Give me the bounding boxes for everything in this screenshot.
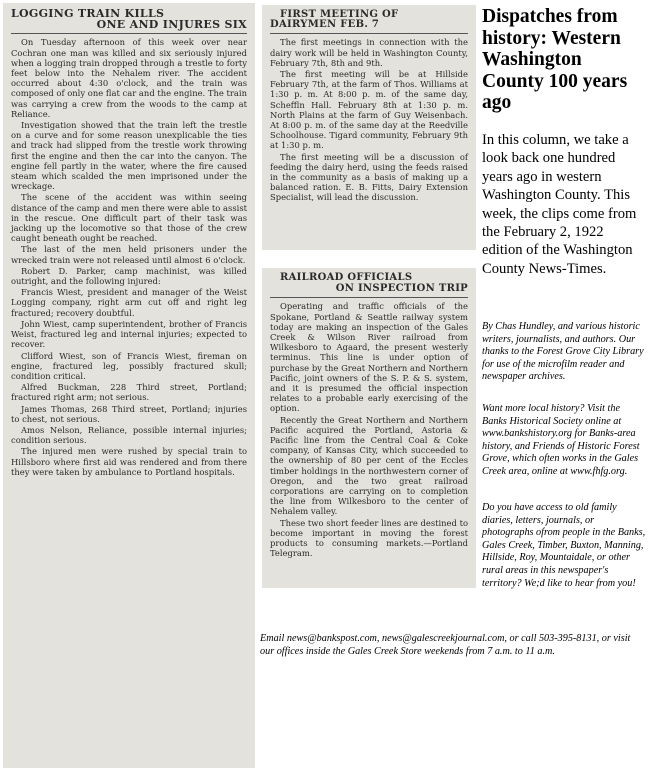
clip-paragraph: Amos Nelson, Reliance, possible internal injuries; condition serious.: [11, 424, 247, 446]
clip-headline-line1: LOGGING TRAIN KILLS: [11, 7, 165, 20]
clip-railroad-officials: [262, 268, 476, 588]
clip-logging-train: [3, 3, 255, 768]
clip-headline-line1: RAILROAD OFFICIALS: [280, 272, 413, 283]
contact-info: Email news@bankspost.com, news@galescreekjournal.com, or call 503-395-8131, or visit our offices inside the Gales Creek Store weekends from 7 a.m. to 11 a.m.: [260, 633, 631, 657]
clip-paragraph: Investigation showed that the train left the trestle on a curve and for some reason unexplicable the ties and track had slipped from the trestle work throwing first the engine and then the car into the canyon. The engine fell partly in the water, where the fire caused steam which scalded the men imprisoned under the wreckage.: [11, 120, 247, 192]
clip-paragraph: Alfred Buckman, 228 Third street, Portland; fractured right arm; not serious.: [11, 382, 247, 403]
clip-paragraph: James Thomas, 268 Third street, Portland; injuries to chest, not serious.: [11, 403, 247, 424]
reader-request-note: Do you have access to old family diaries, letters, journals, or photographs ofrom people in the Banks, Gales Creek, Timber, Buxton, Manning, Hillside, Roy, Mountaidale, or other rural areas in this newspaper's territory? We;d like to hear from you!: [482, 502, 646, 589]
clip-divider: [11, 33, 247, 34]
clip-paragraph: Clifford Wiest, son of Francis Wiest, fireman on engine, fractured leg, possibly fractured skull; condition critical.: [11, 350, 247, 381]
clip-headline-line2: ONE AND INJURES SIX: [96, 18, 247, 32]
more-history-note: Want more local history? Visit the Banks Historical Society online at www.bankshistory.org for Banks-area history, and Friends of Historic Forest Grove, which often works in the Gales Creek area, online at www.fhfg.org.: [482, 403, 640, 477]
clip-divider: [270, 33, 468, 34]
clip-paragraph: The first meeting will be a discussion of feeding the dairy herd, using the feeds raised in the community as a basis of making up a balanced ration. E. B. Fitts, Dairy Extension Specialist, will lead the discussion.: [270, 151, 468, 203]
column-title: Dispatches from history: Western Washington County 100 years ago: [482, 6, 628, 113]
clip-paragraph: John Wiest, camp superintendent, brother of Francis Weist, fractured leg and internal injuries; expected to recover.: [11, 318, 247, 350]
clip-paragraph: On Tuesday afternoon of this week over near Cochran one man was killed and six seriously injured when a logging train dropped through a trestle to forty feet below into the Nehalem river. The accident occurred about 4:30 o'clock, and the train was composed of only one flat car and the engine. The train was carrying a crew from the woods to the camp at Reliance.: [11, 37, 247, 119]
clip-paragraph: Recently the Great Northern and Northern Pacific acquired the Portland, Astoria & Pacific line from the Central Coal & Coke company, of Kansas City, which succeeded to the ownership of 80 per cent of the Eccles timber holdings in the northwestern corner of Oregon, and the two great railroad corporations are carrying on to completion the line from Wilkesboro to the center of Nehalem valley.: [270, 414, 468, 517]
clip-paragraph: Operating and traffic officials of the Spokane, Portland & Seattle railway system today are making an inspection of the Gales Creek & Wilson River railroad from Wilkesboro to Agaard, the present westerly terminus. This line is under option of purchase by the Great Northern and Northern Pacific, joint owners of the S. P. & S. system, and it is presumed the official inspection relates to a probable early exercising of the option.: [270, 301, 468, 414]
clip-paragraph: The injured men were rushed by special train to Hillsboro where first aid was rendered and from there they were taken by ambulance to Portland hospitals.: [11, 446, 247, 477]
clip-paragraph: The first meeting will be at Hillside February 7th, at the farm of Thos. Williams at 1:30 p. m. At 8:00 p. m. of the same day, Scheffln Hall. February 8th at 1:30 p. m. North Plains at the farm of Guy Weisenbach. At 8:00 p. m. of the same day at the Reedville Schoolhouse. Tigard community, February 9th at 1:30 p. m.: [270, 69, 468, 151]
clip-divider: [270, 297, 468, 298]
clip-dairy-meeting: [262, 5, 476, 250]
clip-headline-line2: ON INSPECTION TRIP: [335, 283, 468, 295]
clip-paragraph: The scene of the accident was within seeing distance of the camp and men there were able to assist in the rescue. One difficult part of their task was jacking up the locomotive so that those of the crew caught beneath ought be reached.: [11, 192, 247, 244]
column-credit: By Chas Hundley, and various historic writers, journalists, and authors. Our thanks to the Forest Grove City Library for use of the microfilm reader and newspaper archives.: [482, 321, 644, 383]
column-intro: In this column, we take a look back one hundred years ago in western Washington County. This week, the clips come from the February 2, 1922 edition of the Washington County News-Times.: [482, 132, 637, 277]
clip-paragraph: The last of the men held prisoners under the wrecked train were not released until almost 6 o'clock.: [11, 244, 247, 265]
clip-headline: FIRST MEETING OF DAIRYMEN FEB. 7: [270, 9, 399, 31]
clip-paragraph: These two short feeder lines are destined to become important in moving the forest products to consuming markets.—Portland Telegram.: [270, 517, 468, 559]
clip-paragraph: Francis Wiest, president and manager of the Weist Logging company, right arm cut off and right leg fractured; recovery doubtful.: [11, 287, 247, 318]
clip-paragraph: The first meetings in connection with the dairy work will be held in Washington County, February 7th, 8th and 9th.: [270, 37, 468, 68]
clip-paragraph: Robert D. Parker, camp machinist, was killed outright, and the following injured:: [11, 265, 247, 287]
